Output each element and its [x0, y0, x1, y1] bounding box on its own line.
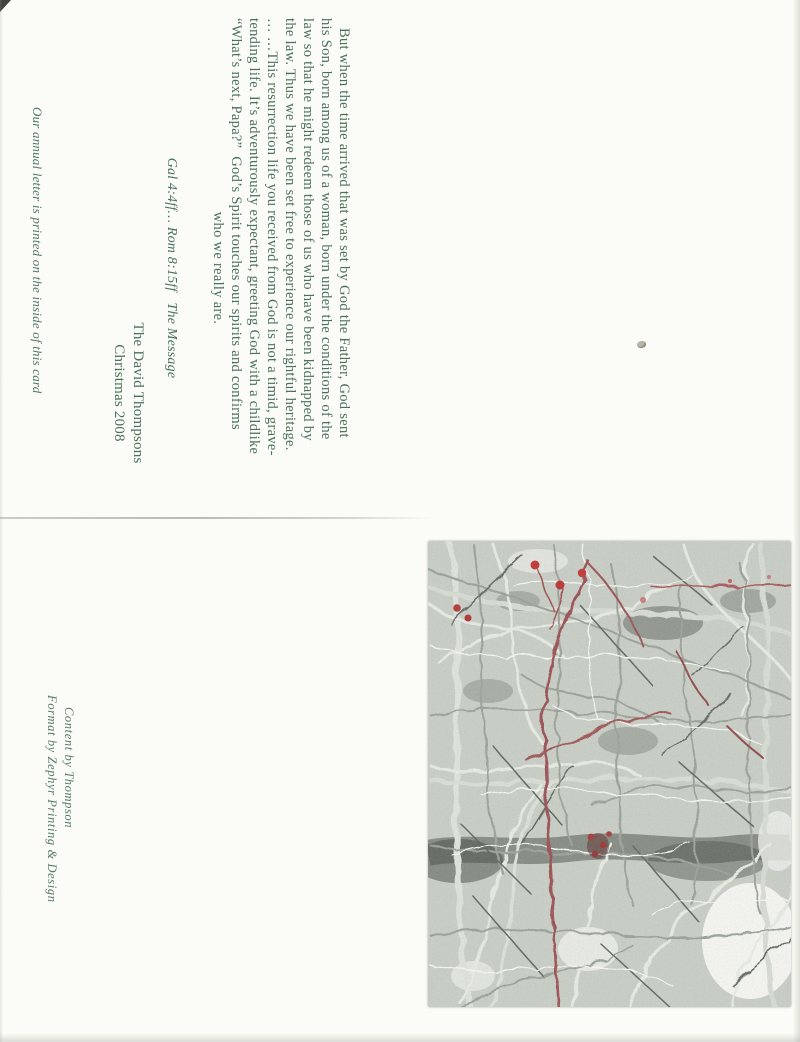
signature-line-family: The David Thompsons — [130, 322, 146, 464]
signature-block — [109, 313, 147, 473]
credit-content: Content by Thompson — [62, 707, 76, 829]
scan-edge-shadow-left — [0, 0, 3, 1042]
icy-branches-photo — [428, 541, 791, 1007]
verse-line: tending life. It’s adventurously expectant, greeting God with a childlike — [246, 18, 262, 455]
verse-line: his Son, born among us of a woman, born under the conditions of the — [318, 18, 334, 440]
credit-format: Format by Zephyr Printing & Design — [45, 695, 59, 903]
verse-line: law so that he might redeem those of us who have been kidnapped by — [300, 18, 316, 441]
signature-line-year: Christmas 2008 — [111, 344, 127, 442]
verse-line: … …This resurrection life you received from God is not a timid, grave- — [264, 18, 280, 456]
verse-line: But when the time arrived that was set by God the Father, God sent — [336, 28, 352, 438]
scan-speck — [636, 340, 647, 349]
scan-edge-shadow-right — [793, 0, 800, 1042]
verse-line: the law. Thus we have been set free to experience our rightful heritage. — [282, 18, 298, 451]
verse-block — [209, 18, 353, 518]
scripture-reference: Gal 4:4ff… Rom 8:15ff The Message — [164, 157, 179, 379]
side-note: Our annual letter is printed on the inside of this card — [30, 107, 45, 394]
scan-edge-shadow-bottom — [0, 1033, 800, 1042]
verse-line: “What’s next, Papa?” God’s Spirit touches our spirits and confirms — [228, 18, 244, 430]
verse-line: who we really are. — [210, 211, 226, 325]
icy-branches-illustration — [428, 541, 791, 1007]
